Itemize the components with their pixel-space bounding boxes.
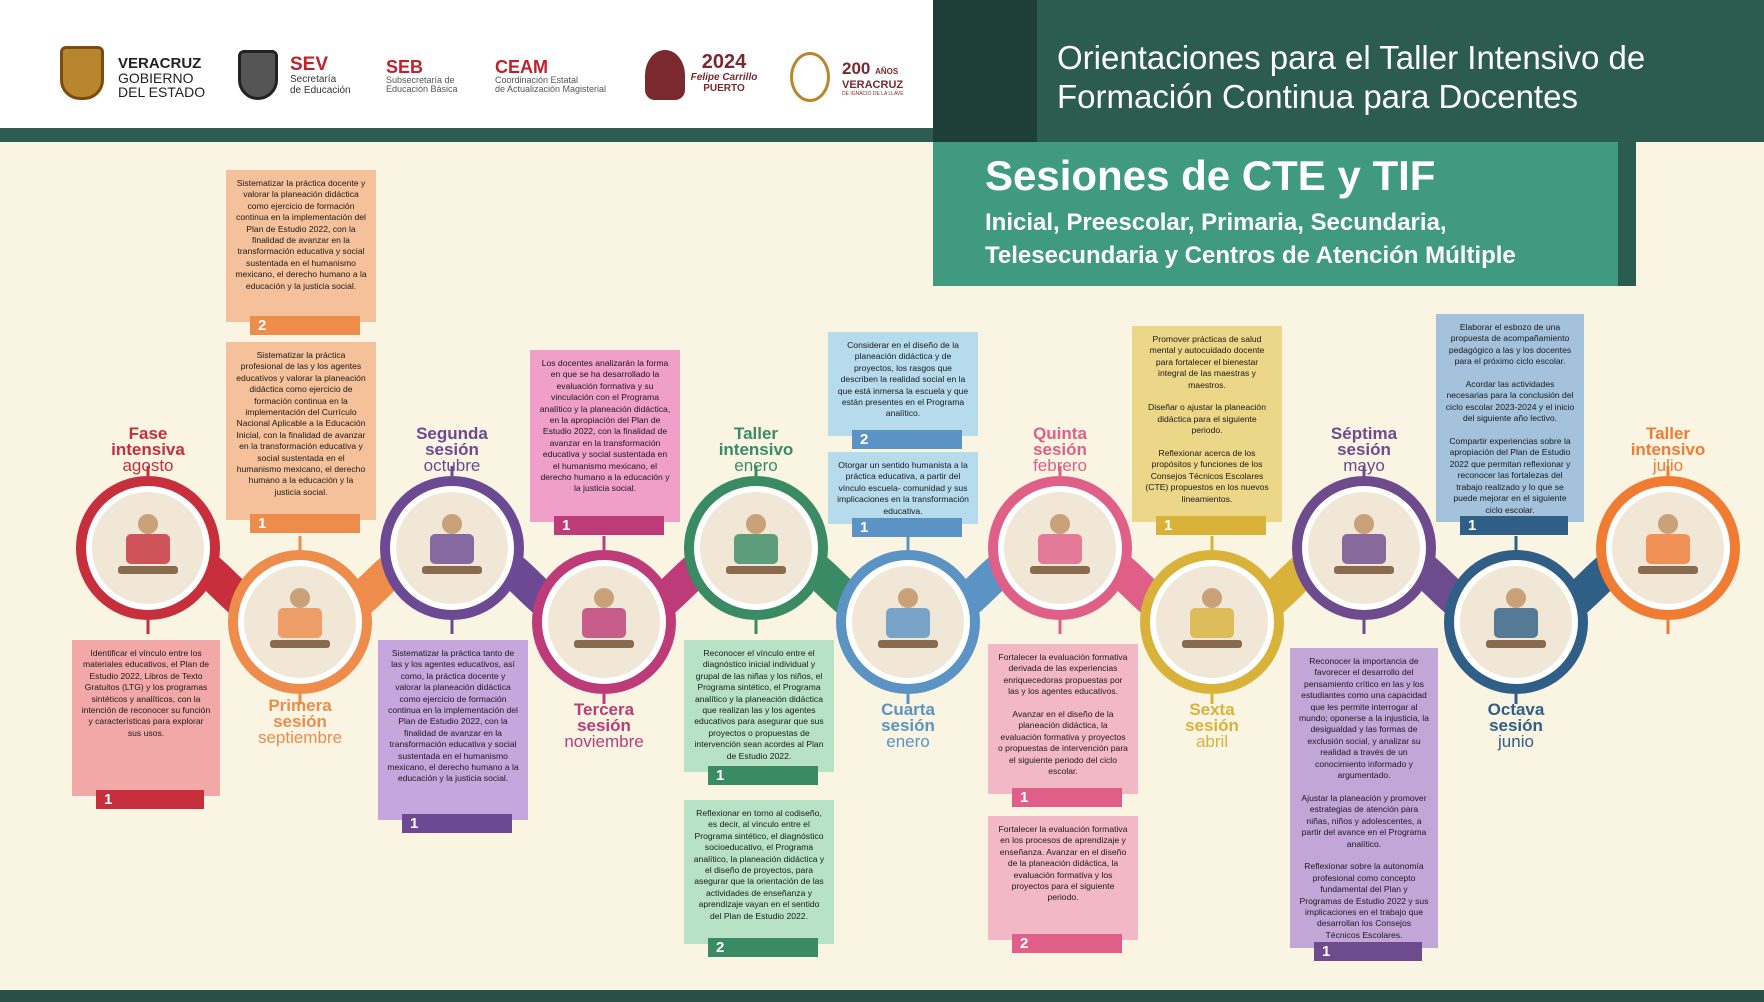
session-card [988,644,1138,794]
session-label [78,426,218,474]
card-number-tag: 2 [250,316,360,335]
sev-line1: Secretaría [290,74,337,85]
card-text: Reconocer la importancia de favorecer el desarrollo del pensamiento crítico en las y los estudiantes como una capacidad que les permite interrogar al mundo; oponerse a la injusticia, la desigualdad y las formas de exclusión social, y analizar su realidad a través de un conocimiento informado y argumentado. Ajustar la planeación y promover estrategias de atención para niñas, niños y adolescentes, a partir del avance en el Programa analítico. Reflexionar sobre la autonomía profesional como concepto fundamental del Plan y Programas de Estudio 2022 y sus implicaciones en el trabajo que desarrollan los Consejos Técnicos Escolares. [1299,656,1429,940]
session-card [828,452,978,524]
card-text: Fortalecer la evaluación formativa derivada de las experiencias enriquecedoras propuestas por las y los agentes educativos. Avanzar en el diseño de la planeación didáctica, la evaluación formativa y proyectos o propuestas de intervención para el siguiente periodo del ciclo escolar. [998,652,1128,777]
session-label-line2: sesión [881,716,935,735]
session-month: agosto [122,456,174,475]
aniv-line1: VERACRUZ [842,79,904,91]
aniv-line2: DE IGNACIO DE LA LLAVE [842,91,904,97]
subtitle-levels: Inicial, Preescolar, Primaria, Secundaria, Telesecundaria y Centros de Atención Múltiple [985,209,1516,269]
session-month: julio [1652,456,1684,475]
session-month: enero [734,456,778,475]
session-card [1436,314,1584,522]
session-label-line1: Cuarta [881,700,935,719]
year-title: 2024 [701,51,747,73]
session-card [828,332,978,436]
card-number-tag: 1 [402,814,512,833]
session-card [684,800,834,944]
card-number-tag: 1 [554,516,664,535]
seb-line1: Subsecretaría de [386,75,455,85]
year-line2: PUERTO [703,83,745,94]
card-number-tag: 2 [1012,934,1122,953]
session-card [1132,326,1282,522]
session-month: octubre [423,456,481,475]
card-text: Reconocer el vínculo entre el diagnóstico inicial individual y grupal de las niñas y los niños, el Programa sintético, el Programa analítico y la planeación didáctica que realizan las y los agentes educativos para asegurar que sus proyectos o propuestas de intervención sean acordes al Plan de Estudio 2022. [694,648,824,761]
session-label-line1: Taller [1645,424,1691,443]
card-number-tag: 2 [852,430,962,449]
sev-title: SEV [290,54,329,75]
card-number-tag: 1 [1156,516,1266,535]
subtitle-main: Sesiones de CTE y TIF [985,152,1436,199]
veracruz-title: VERACRUZ [118,55,202,72]
session-label-line1: Tercera [573,700,635,719]
session-card [684,640,834,772]
card-text: Identificar el vínculo entre los materiales educativos, el Plan de Estudio 2022, Libros de Texto Gratuitos (LTG) y los programas sintéticos y analíticos, con la intención de reconocer su función y características para explorar sus usos. [81,648,211,738]
session-card [1290,648,1438,948]
session-month: mayo [1343,456,1385,475]
card-number-tag: 1 [250,514,360,533]
session-label-line1: Octava [1487,700,1545,719]
session-label [1598,426,1738,474]
card-text: Sistematizar la práctica docente y valorar la planeación didáctica como ejercicio de formación continua en la implementación del Plan de Estudio 2022, con la finalidad de avanzar en la transformación educativa y social sustentada en el humanismo mexicano, el derecho humano a la educación y la justicia social. [235,178,367,291]
session-label [1142,702,1282,750]
session-month: noviembre [564,732,644,751]
session-month: abril [1195,732,1229,751]
session-label [990,426,1130,474]
session-month: junio [1498,732,1534,751]
session-label-line2: sesión [1033,440,1087,459]
card-number-tag: 2 [708,938,818,957]
session-card [378,640,528,820]
sev-line2: de Educación [290,85,351,96]
session-label-line2: intensiva [111,440,185,459]
session-label-line1: Sexta [1189,700,1235,719]
card-number-tag: 1 [96,790,204,809]
card-text: Reflexionar en torno al codiseño, es decir, al vínculo entre el Programa sintético, el diagnóstico socioeducativo, el Programa analítico, la planeación didáctica y el diseño de proyectos, para asegurar que la orientación de las actividades de enseñanza y aprendizaje vayan en el sentido del Plan de Estudio 2022. [693,808,825,921]
page-title: Orientaciones para el Taller Intensivo de Formación Continua para Docentes [1057,39,1646,115]
card-number-tag: 1 [1012,788,1122,807]
session-card [226,342,376,520]
session-label-line1: Quinta [1033,424,1087,443]
session-month: septiembre [257,728,343,747]
ceam-title: CEAM [495,57,548,77]
seb-line2: Educación Básica [386,84,458,94]
session-label [534,702,674,750]
card-number-tag: 1 [1460,516,1568,535]
session-label [686,426,826,474]
card-text: Promover prácticas de salud mental y autocuidado docente para fortalecer el bienestar integral de las maestras y maestros. Diseñar o ajustar la planeación didáctica para el siguiente periodo. Reflexionar acerca de los propósitos y funciones de los Consejos Técnicos Escolares (CTE) propuestos en los nuevos lineamientos. [1145,334,1269,504]
session-label-line2: sesión [1185,716,1239,735]
card-text: Los docentes analizarán la forma en que se ha desarrollado la evaluación formativa y su vinculación con el Programa analítico y la planeación didáctica, en la apropiación del Plan de Estudio 2022, con la finalidad de avanzar en la transformación educativa y social sustentada en el humanismo mexicano, el derecho humano a la educación y la justicia social. [539,358,671,494]
card-text: Elaborar el esbozo de una propuesta de acompañamiento pedagógico a las y los docentes para el próximo ciclo escolar. Acordar las actividades necesarias para la conclusión del ciclo escolar 2023-2024 y el inicio del siguiente año lectivo. Compartir experiencias sobre la apropiación del Plan de Estudio 2022 que permitan reflexionar y reconocer las fortalezas del trabajo realizado y lo que se puede mejorar en el siguiente ciclo escolar. [1445,322,1575,515]
session-label-line1: Taller [733,424,779,443]
session-card [988,816,1138,940]
session-month: febrero [1033,456,1087,475]
card-number-tag: 1 [708,766,818,785]
aniv-years: AÑOS [875,67,899,76]
session-label-line1: Séptima [1330,424,1398,443]
session-label-line2: intensivo [1630,440,1706,459]
session-card [226,170,376,322]
session-month: enero [886,732,930,751]
seb-title: SEB [386,57,424,77]
card-text: Sistematizar la práctica profesional de las y los agentes educativos y valorar la planeación didáctica como ejercicio de formación continua en la implementación del Currículo Nacional Aplicable a la Educación Inicial, con la finalidad de avanzar en la transformación educativa y social sustentada en el humanismo mexicano, el derecho humano a la educación y la justicia social. [236,350,366,497]
veracruz-line3: DEL ESTADO [118,84,206,100]
session-label-line2: sesión [1337,440,1391,459]
card-number-tag: 1 [1314,942,1422,961]
card-text: Otorgar un sentido humanista a la práctica educativa, a partir del vínculo escuela- comunidad y sus implicaciones en la transformación educativa. [837,460,969,516]
session-label [230,698,370,746]
session-label-line2: sesión [273,712,327,731]
session-label-line2: sesión [1489,716,1543,735]
session-label [838,702,978,750]
session-label [1446,702,1586,750]
session-label-line1: Segunda [416,424,488,443]
footer-bar [0,990,1764,1002]
card-text: Fortalecer la evaluación formativa en los procesos de aprendizaje y enseñanza. Avanzar en el diseño de la planeación didáctica, la evaluación formativa y los proyectos para el siguiente periodo. [998,824,1128,903]
aniv-number: 200 [842,59,871,78]
session-label-line1: Fase [128,424,168,443]
session-label-line2: intensivo [718,440,794,459]
session-label [382,426,522,474]
session-label-line2: sesión [577,716,631,735]
year-line1: Felipe Carrillo [690,72,758,83]
ceam-line2: de Actualización Magisterial [495,84,607,94]
session-label-line1: Primera [268,696,332,715]
session-card [72,640,220,796]
session-label [1294,426,1434,474]
card-number-tag: 1 [852,518,962,537]
veracruz-line2: GOBIERNO [118,70,194,86]
session-card [530,350,680,522]
card-text: Considerar en el diseño de la planeación didáctica y de proyectos, los rasgos que describen la realidad social en la que está inmersa la escuela y que están presentes en el Programa analítico. [837,340,969,419]
ceam-line1: Coordinación Estatal [495,75,579,85]
card-text: Sistematizar la práctica tanto de las y los agentes educativos, así como, la práctica docente y valorar la planeación didáctica como ejercicio de formación continua en la implementación del Plan de Estudio 2022, con la finalidad de avanzar en la transformación educativa y social sustentada en el humanismo mexicano, el derecho humano a la educación y la justicia social. [387,648,519,784]
session-label-line2: sesión [425,440,479,459]
